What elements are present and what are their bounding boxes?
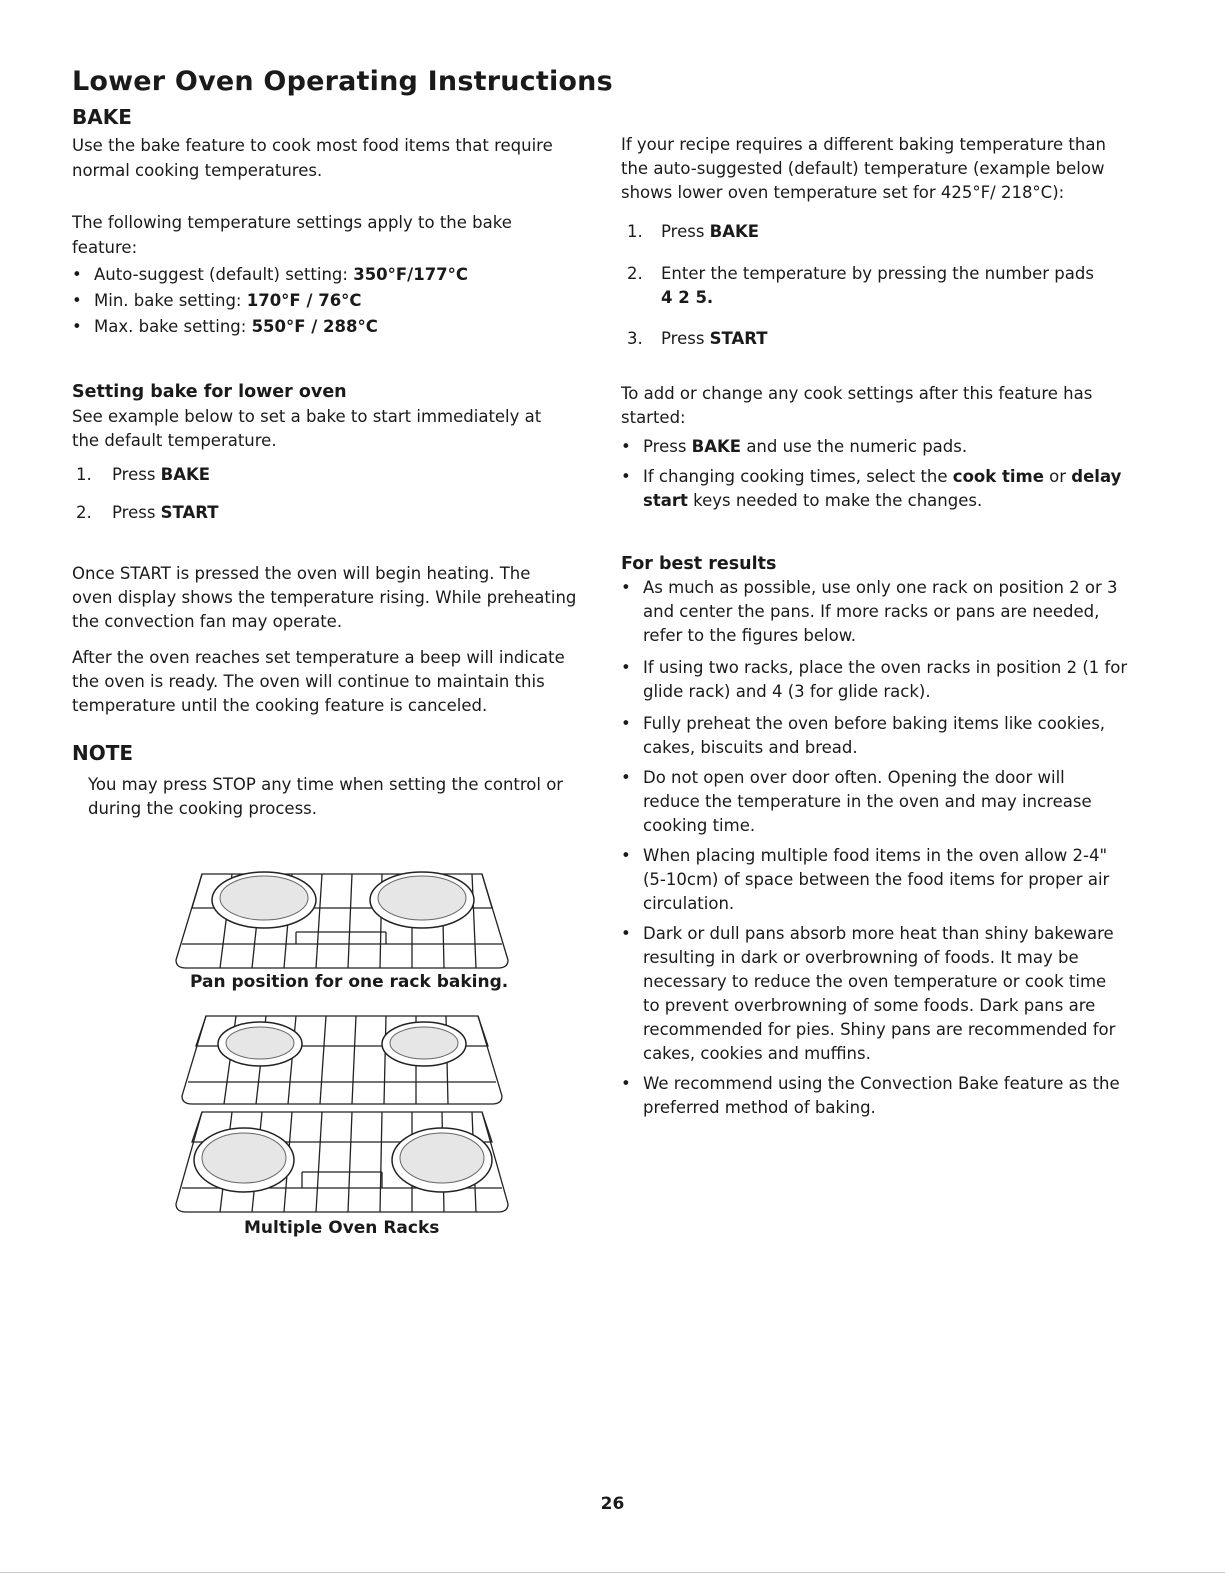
best-results-item	[621, 1072, 1161, 1120]
setting-value: 170°F / 76°C	[246, 291, 362, 310]
step-number: 1.	[76, 465, 92, 484]
bullet-icon: •	[621, 578, 631, 597]
setting-bake-line-2: the default temperature.	[72, 431, 277, 450]
step-key: START	[160, 503, 219, 522]
step-key: BAKE	[709, 222, 760, 241]
key-label: delay	[1071, 467, 1122, 486]
step-key: START	[709, 329, 768, 348]
step-key-425: 4 2 5.	[661, 288, 714, 307]
page-number: 26	[600, 1494, 625, 1514]
best-results-line: cooking time.	[643, 816, 756, 835]
footer-rule	[0, 1572, 1225, 1573]
setting-bake-line-1: See example below to set a bake to start immediately at	[72, 407, 542, 426]
bullet-icon: •	[72, 265, 82, 284]
setting-value: 350°F/177°C	[353, 265, 469, 284]
best-results-item	[621, 922, 1161, 1066]
note-line-1: You may press STOP any time when setting the control or	[88, 775, 564, 794]
after-reach-line-2: the oven is ready. The oven will continue to maintain this	[72, 672, 545, 691]
settings-intro-line-1: The following temperature settings apply to the bake	[72, 213, 512, 232]
best-results-item	[621, 712, 1161, 760]
best-results-line: refer to the figures below.	[643, 626, 856, 645]
key-label: start	[643, 491, 688, 510]
step-text: Press	[661, 222, 710, 241]
right-step-1	[627, 220, 760, 244]
step-key: BAKE	[160, 465, 211, 484]
text: If changing cooking times, select the	[643, 467, 953, 486]
step-text: Enter the temperature by pressing the number pads	[661, 264, 1094, 283]
right-step-3	[627, 327, 768, 351]
bullet-icon: •	[621, 1074, 631, 1093]
intro-line-2: normal cooking temperatures.	[72, 161, 323, 180]
best-results-line: Fully preheat the oven before baking items like cookies,	[643, 714, 1106, 733]
best-results-item	[621, 656, 1161, 704]
best-results-item	[621, 766, 1161, 838]
right-step-2	[627, 262, 1094, 286]
bullet-icon: •	[621, 467, 631, 486]
best-results-line: reduce the temperature in the oven and may increase	[643, 792, 1092, 811]
bullet-icon: •	[621, 846, 631, 865]
step-number: 2.	[76, 503, 92, 522]
change-line-1: To add or change any cook settings after this feature has	[621, 384, 1093, 403]
bullet-icon: •	[72, 291, 82, 310]
setting-bake-heading: Setting bake for lower oven	[72, 382, 347, 402]
once-start-line-2: oven display shows the temperature rising. While preheating	[72, 588, 577, 607]
setting-label: Max. bake setting:	[94, 317, 252, 336]
after-reach-line-1: After the oven reaches set temperature a beep will indicate	[72, 648, 565, 667]
step-number: 3.	[627, 329, 643, 348]
setting-item-max	[72, 315, 572, 339]
best-results-line: recommended for pies. Shiny pans are recommended for	[643, 1020, 1116, 1039]
best-results-item	[621, 844, 1161, 916]
setting-value: 550°F / 288°C	[251, 317, 378, 336]
best-results-heading: For best results	[621, 554, 777, 574]
best-results-line: If using two racks, place the oven racks in position 2 (1 for	[643, 658, 1128, 677]
recipe-line-2: the auto-suggested (default) temperature (example below	[621, 159, 1105, 178]
step-number: 2.	[627, 264, 643, 283]
bullet-icon: •	[621, 714, 631, 733]
figure1-caption: Pan position for one rack baking.	[190, 972, 509, 992]
best-results-line: Do not open over door often. Opening the door will	[643, 768, 1065, 787]
step-text: Press	[112, 503, 161, 522]
best-results-line: circulation.	[643, 894, 735, 913]
text: or	[1043, 467, 1072, 486]
bake-heading: BAKE	[72, 105, 132, 129]
text: and use the numeric pads.	[741, 437, 968, 456]
step-text: Press	[112, 465, 161, 484]
note-heading: NOTE	[72, 741, 134, 765]
change-bullet-2	[621, 465, 1161, 513]
recipe-line-3: shows lower oven temperature set for 425°F/ 218°C):	[621, 183, 1065, 202]
text: keys needed to make the changes.	[687, 491, 983, 510]
multiple-racks-illustration	[172, 1012, 512, 1216]
bullet-icon: •	[621, 768, 631, 787]
once-start-line-1: Once START is pressed the oven will begin heating. The	[72, 564, 531, 583]
figure2-caption: Multiple Oven Racks	[244, 1218, 440, 1238]
best-results-line: necessary to reduce the oven temperature or cook time	[643, 972, 1107, 991]
left-step-1	[76, 463, 211, 487]
setting-item-min	[72, 289, 572, 313]
key-label: cook time	[952, 467, 1044, 486]
best-results-line: to prevent overbrowning of some foods. Dark pans are	[643, 996, 1096, 1015]
best-results-line: When placing multiple food items in the oven allow 2-4"	[643, 846, 1108, 865]
recipe-line-1: If your recipe requires a different baking temperature than	[621, 135, 1106, 154]
left-step-2	[76, 501, 219, 525]
note-line-2: during the cooking process.	[88, 799, 318, 818]
best-results-line: cakes, biscuits and bread.	[643, 738, 858, 757]
setting-item-auto	[72, 263, 572, 287]
bullet-icon: •	[621, 437, 631, 456]
setting-label: Min. bake setting:	[94, 291, 247, 310]
intro-line-1: Use the bake feature to cook most food items that require	[72, 136, 553, 155]
best-results-line: We recommend using the Convection Bake feature as the	[643, 1074, 1120, 1093]
bullet-icon: •	[621, 658, 631, 677]
best-results-line: (5-10cm) of space between the food items for proper air	[643, 870, 1110, 889]
one-rack-illustration	[172, 868, 512, 972]
best-results-line: Dark or dull pans absorb more heat than shiny bakeware	[643, 924, 1114, 943]
best-results-line: and center the pans. If more racks or pans are needed,	[643, 602, 1100, 621]
best-results-line: resulting in dark or overbrowning of foods. It may be	[643, 948, 1079, 967]
bullet-icon: •	[621, 924, 631, 943]
best-results-item	[621, 576, 1161, 648]
key-label: BAKE	[691, 437, 742, 456]
step-number: 1.	[627, 222, 643, 241]
text: Press	[643, 437, 692, 456]
best-results-line: As much as possible, use only one rack on position 2 or 3	[643, 578, 1118, 597]
change-line-2: started:	[621, 408, 686, 427]
best-results-line: glide rack) and 4 (3 for glide rack).	[643, 682, 931, 701]
settings-intro-line-2: feature:	[72, 238, 138, 257]
setting-label: Auto-suggest (default) setting:	[94, 265, 354, 284]
once-start-line-3: the convection fan may operate.	[72, 612, 343, 631]
bullet-icon: •	[72, 317, 82, 336]
change-bullet-1	[621, 435, 1161, 459]
best-results-line: preferred method of baking.	[643, 1098, 876, 1117]
best-results-line: cakes, cookies and muffins.	[643, 1044, 871, 1063]
after-reach-line-3: temperature until the cooking feature is canceled.	[72, 696, 488, 715]
step-text: Press	[661, 329, 710, 348]
page-title: Lower Oven Operating Instructions	[72, 66, 613, 97]
